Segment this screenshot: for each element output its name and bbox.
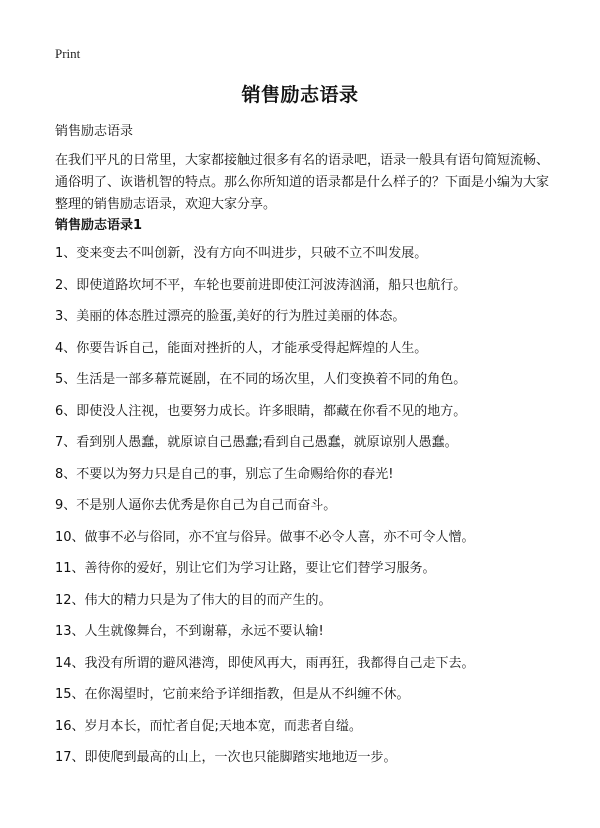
quote-item: 15、在你渴望时，它前来给予详细指教，但是从不纠缠不休。 — [55, 687, 410, 702]
quote-list — [55, 244, 575, 780]
quote-item: 12、伟大的精力只是为了伟大的目的而产生的。 — [55, 592, 332, 608]
intro-paragraph: 在我们平凡的日常里，大家都接触过很多有名的语录吧，语录一般具有语句简短流畅、通俗明了、诙谐机智的特点。那么你所知道的语录都是什么样子的？下面是小编为大家整理的销售励志语录，欢迎大家分享。 — [55, 153, 550, 212]
quote-item: 1、变来变去不叫创新，没有方向不叫进步，只破不立不叫发展。 — [55, 246, 428, 261]
print-link[interactable]: Print — [55, 46, 81, 61]
page-title: 销售励志语录 — [241, 84, 359, 106]
quote-item: 10、做事不必与俗同，亦不宜与俗异。做事不必令人喜，亦不可令人憎。 — [55, 529, 475, 545]
quote-item: 7、看到别人愚蠢，就原谅自己愚蠢;看到自己愚蠢，就原谅别人愚蠢。 — [55, 435, 458, 450]
quote-item: 3、美丽的体态胜过漂亮的脸蛋,美好的行为胜过美丽的体态。 — [55, 309, 406, 324]
quote-item: 14、我没有所谓的避风港湾，即使风再大，雨再狂，我都得自己走下去。 — [55, 655, 475, 671]
quote-item: 2、即使道路坎坷不平，车轮也要前进即使江河波涛汹涌，船只也航行。 — [55, 277, 467, 293]
section-heading: 销售励志语录1 — [55, 218, 143, 233]
subtitle: 销售励志语录 — [55, 124, 134, 139]
quote-item: 5、生活是一部多幕荒诞剧，在不同的场次里，人们变换着不同的角色。 — [55, 372, 467, 387]
quote-item: 17、即使爬到最高的山上，一次也只能脚踏实地地迈一步。 — [55, 750, 397, 765]
quote-item: 8、不要以为努力只是自己的事，别忘了生命赐给你的春光! — [55, 466, 394, 482]
quote-item: 9、不是别人逼你去优秀是你自己为自己而奋斗。 — [55, 498, 337, 513]
quote-item: 16、岁月本长，而忙者自促;天地本宽，而悲者自缢。 — [55, 718, 362, 734]
quote-item: 6、即使没人注视，也要努力成长。许多眼睛，都藏在你看不见的地方。 — [55, 403, 467, 419]
quote-item: 13、人生就像舞台，不到谢幕，永远不要认输! — [55, 624, 324, 639]
quote-item: 4、你要告诉自己，能面对挫折的人，才能承受得起辉煌的人生。 — [55, 340, 428, 356]
quote-item: 11、善待你的爱好，别让它们为学习让路，要让它们替学习服务。 — [55, 561, 436, 576]
